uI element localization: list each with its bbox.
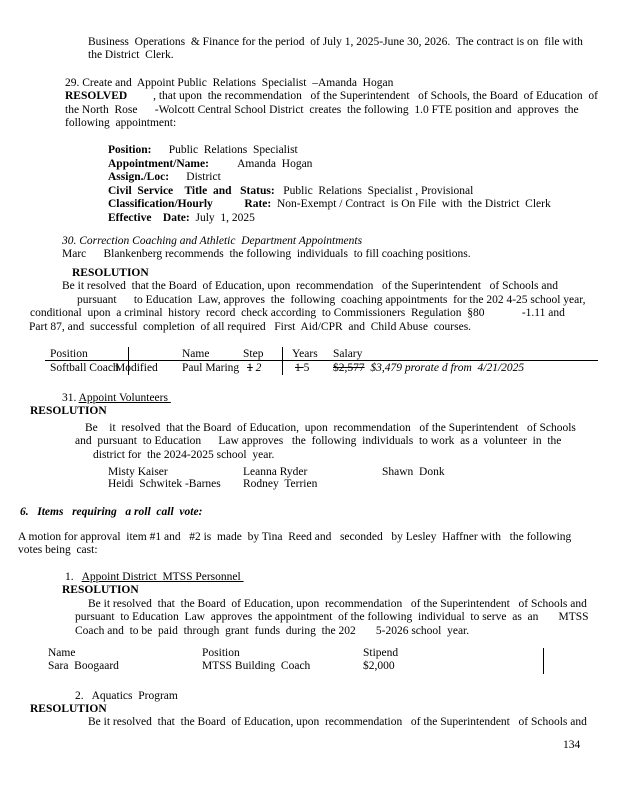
resolved-text: , that upon the recommendation of the Superintendent of Schools, the Board of Education of bbox=[127, 90, 598, 102]
field-label: Position: bbox=[108, 144, 152, 156]
years-old-value: 1 bbox=[295, 362, 304, 374]
field-label: Effective Date: bbox=[108, 212, 190, 224]
section-30-body-line: Be it resolved that the Board of Education, upon recommendation of the Superintendent of Schools and bbox=[62, 280, 558, 292]
field-value: Public Relations Specialist , Provisional bbox=[274, 185, 474, 197]
section-31-heading bbox=[62, 392, 171, 405]
table-header-cell: Name bbox=[48, 647, 76, 659]
table-cell-salary bbox=[333, 362, 524, 375]
field-value: Non-Exempt / Contract is On File with the District Clerk bbox=[271, 198, 551, 210]
field-label: Appointment/Name: bbox=[108, 158, 209, 170]
volunteer-name: Leanna Ryder bbox=[243, 466, 308, 478]
field-value: District bbox=[169, 171, 221, 183]
step-old-value: 1 bbox=[247, 362, 253, 374]
section-29-heading: 29. Create and Appoint Public Relations Specialist –Amanda Hogan bbox=[65, 77, 394, 89]
field-value: Amanda Hogan bbox=[208, 158, 313, 170]
volunteer-name: Shawn Donk bbox=[382, 466, 445, 478]
item-1-body-line: Coach and to be paid through grant funds during the 202 5-2026 school year. bbox=[75, 625, 470, 637]
item-1-body-line: pursuant to Education Law approves the appointment of the following individual to serve as an MTSS bbox=[75, 611, 589, 623]
resolution-label: RESOLUTION bbox=[30, 405, 107, 417]
appointment-field bbox=[108, 185, 473, 198]
resolution-label: RESOLUTION bbox=[72, 267, 149, 279]
item-1-heading bbox=[65, 571, 244, 584]
salary-new-value: $3,479 prorate d from 4/21/2025 bbox=[370, 362, 525, 374]
section-title: Appoint Volunteers bbox=[78, 392, 171, 404]
appointment-field bbox=[108, 212, 255, 225]
section-31-body-line: district for the 2024-2025 school year. bbox=[93, 449, 275, 461]
section-6-heading: 6. Items requiring a roll call vote: bbox=[20, 506, 203, 518]
appointment-field bbox=[108, 171, 221, 184]
section-29-resolved-line bbox=[65, 90, 598, 103]
table-edge-divider bbox=[543, 648, 544, 674]
salary-old-value: $2,577 bbox=[333, 362, 365, 374]
table-cell-years bbox=[295, 362, 309, 375]
item-2-heading: 2. Aquatics Program bbox=[75, 690, 178, 702]
resolution-label: RESOLUTION bbox=[62, 584, 139, 596]
table-cell-position: MTSS Building Coach bbox=[202, 660, 311, 672]
section-31-body-line: and pursuant to Education Law approves the following individuals to work as a volunteer in the bbox=[75, 435, 562, 447]
field-label: Civil Service Title and Status: bbox=[108, 185, 275, 197]
volunteer-name: Rodney Terrien bbox=[243, 478, 318, 490]
section-30-body-line: conditional upon a criminal history record check according to Commissioners Regulation §80 -1.11 and bbox=[30, 307, 565, 319]
step-new-value: 2 bbox=[255, 362, 262, 374]
resolved-label: RESOLVED bbox=[65, 90, 128, 102]
section-number: 31. bbox=[62, 392, 79, 404]
table-header-cell: Position bbox=[202, 647, 240, 659]
item-1-body-line: Be it resolved that the Board of Education, upon recommendation of the Superintendent of Schools and bbox=[88, 598, 587, 610]
years-new-value: 5 bbox=[303, 362, 310, 374]
appointment-field bbox=[108, 198, 551, 211]
table-cell-name: Paul Maring bbox=[182, 362, 240, 374]
page-number: 134 bbox=[563, 739, 581, 751]
motion-paragraph-line: votes being cast: bbox=[18, 544, 98, 556]
table-cell-modified: Modified bbox=[115, 362, 158, 374]
item-2-body-line: Be it resolved that the Board of Education, upon recommendation of the Superintendent of Schools and bbox=[88, 716, 587, 728]
item-title: Appoint District MTSS Personnel bbox=[81, 571, 244, 583]
field-value: Public Relations Specialist bbox=[151, 144, 298, 156]
field-label: Assign./Loc: bbox=[108, 171, 170, 183]
table-header-cell: Name bbox=[182, 348, 210, 360]
section-30-body-line: Part 87, and successful completion of all required First Aid/CPR and Child Abuse courses. bbox=[29, 321, 472, 333]
field-label: Classification/Hourly Rate: bbox=[108, 198, 272, 210]
section-31-body-line: Be it resolved that the Board of Education, upon recommendation of the Superintendent of Schools bbox=[85, 422, 576, 434]
intro-paragraph-line: the District Clerk. bbox=[88, 49, 174, 61]
section-30-intro: Marc Blankenberg recommends the following individuals to fill coaching positions. bbox=[62, 248, 471, 260]
table-cell-name: Sara Boogaard bbox=[48, 660, 119, 672]
table-header-cell: Years bbox=[292, 348, 318, 360]
section-30-heading: 30. Correction Coaching and Athletic Department Appointments bbox=[62, 235, 363, 247]
section-29-paragraph-line: following appointment: bbox=[65, 117, 177, 129]
volunteer-name: Heidi Schwitek -Barnes bbox=[108, 478, 221, 490]
table-column-divider bbox=[282, 347, 283, 375]
intro-paragraph-line: Business Operations & Finance for the period of July 1, 2025-June 30, 2026. The contract is on file with bbox=[88, 36, 583, 48]
appointment-field bbox=[108, 144, 298, 157]
section-30-body-line: pursuant to Education Law, approves the following coaching appointments for the 202 4-25 school year, bbox=[77, 294, 586, 306]
section-29-paragraph-line: the North Rose -Wolcott Central School District creates the following 1.0 FTE position and approves the bbox=[65, 104, 579, 116]
field-value: July 1, 2025 bbox=[189, 212, 255, 224]
motion-paragraph-line: A motion for approval item #1 and #2 is made by Tina Reed and seconded by Lesley Haffner with the following bbox=[18, 531, 572, 543]
table-cell-stipend: $2,000 bbox=[363, 660, 395, 672]
table-header-cell: Stipend bbox=[363, 647, 399, 659]
appointment-field bbox=[108, 158, 312, 171]
resolution-label: RESOLUTION bbox=[30, 703, 107, 715]
table-cell-step bbox=[247, 362, 261, 375]
table-header-cell: Position bbox=[50, 348, 88, 360]
table-header-cell: Step bbox=[243, 348, 264, 360]
item-number: 1. bbox=[65, 571, 82, 583]
table-cell-position: Softball Coach bbox=[50, 362, 119, 374]
volunteer-name: Misty Kaiser bbox=[108, 466, 168, 478]
table-header-cell: Salary bbox=[333, 348, 363, 360]
